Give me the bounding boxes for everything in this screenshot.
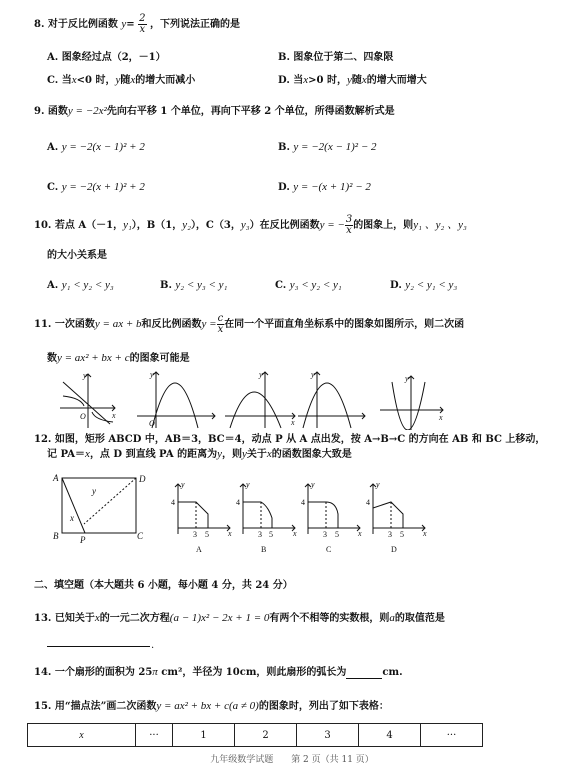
q11-graph-given-axis-y: y bbox=[83, 371, 87, 380]
q11-graph-d-axis-y: y bbox=[405, 374, 409, 383]
q11-graph-c-axis-y: y bbox=[311, 370, 315, 379]
q12-graph-a-axis-x: x bbox=[228, 529, 232, 538]
q12-stem-line2: 记 PA＝x，点 D 到直线 PA 的距离为y，则y关于x的函数图象大致是 bbox=[47, 448, 352, 460]
table-cell: ··· bbox=[421, 724, 483, 747]
q8-option-d: D. 当x>0 时，y随x的增大而增大 bbox=[278, 74, 427, 86]
q11-graph-given-axis-x: x bbox=[112, 411, 116, 420]
q12-graph-c bbox=[305, 484, 360, 534]
q12-label-b: B bbox=[53, 531, 59, 541]
q12-graph-a-label: A bbox=[196, 545, 202, 554]
q11-graph-a-axis-y: y bbox=[150, 370, 154, 379]
q12-graph-b-label: B bbox=[261, 545, 267, 554]
q8-option-c: C. 当x<0 时，y随x的增大而减小 bbox=[47, 74, 196, 86]
q12-label-x: x bbox=[70, 513, 74, 523]
q11-graph-c bbox=[298, 370, 365, 428]
q12-graph-c-label: C bbox=[326, 545, 332, 554]
q8-option-b: B. 图象位于第二、四象限 bbox=[278, 52, 394, 63]
q9-option-a: A. y = −2(x − 1)² + 2 bbox=[47, 141, 145, 153]
q12-graph-b bbox=[240, 484, 295, 534]
q12-graph-d bbox=[370, 484, 425, 534]
q9-stem: 9. 函数y = −2x²先向右平移 1 个单位，再向下平移 2 个单位，所得函数解析式是 bbox=[34, 105, 395, 117]
q12-graph-b-y-tick: 4 bbox=[236, 498, 240, 507]
q12-graph-d-x-tick-3: 3 bbox=[388, 530, 392, 539]
q12-label-d: D bbox=[139, 474, 146, 484]
q12-graph-d-axis-y: y bbox=[376, 480, 380, 489]
q12-graph-a-y-tick: 4 bbox=[171, 498, 175, 507]
q12-graph-b-x-tick-3: 3 bbox=[258, 530, 262, 539]
q11-graphs bbox=[55, 368, 445, 430]
q12-label-p: P bbox=[80, 535, 86, 544]
q14-answer-blank[interactable] bbox=[346, 667, 382, 679]
q12-option-graphs bbox=[168, 478, 428, 556]
q8-stem: 8. 对于反比例函数 y= $\frac{2}{x}$ ，下列说法正确的是 bbox=[34, 13, 241, 35]
q12-graph-b-axis-x: x bbox=[293, 529, 297, 538]
q8-fraction: $\frac{2}{x}$ bbox=[139, 13, 146, 35]
q13-stem: 13. 已知关于x的一元二次方程(a − 1)x² − 2x + 1 = 0有两个不相等的实数根，则a的取值范是 bbox=[34, 612, 445, 624]
q12-graph-c-axis-y: y bbox=[311, 480, 315, 489]
q12-graph-a-axis-y: y bbox=[181, 480, 185, 489]
table-cell: 1 bbox=[173, 724, 235, 747]
q13-blank-dot: . bbox=[151, 640, 155, 651]
q12-graph-c-x-tick-3: 3 bbox=[323, 530, 327, 539]
q11-graph-given-origin: O bbox=[80, 412, 86, 421]
q11-fraction: $\frac{c}{x}$ bbox=[217, 313, 224, 335]
q9-option-c: C. y = −2(x + 1)² + 2 bbox=[47, 181, 145, 193]
q10-fraction: $\frac{3}{x}$ bbox=[345, 214, 353, 236]
q12-graph-c-x-tick-5: 5 bbox=[335, 530, 339, 539]
q12-stem: 12. 如图，矩形 ABCD 中，AB＝3，BC＝4，动点 P 从 A 点出发，按 A→B→C 的方向在 AB 和 BC 上移动， bbox=[34, 434, 546, 445]
q11-graph-d bbox=[380, 374, 443, 430]
q10-option-d: D. y₂ < y₁ < y₃ bbox=[390, 279, 458, 291]
q11-graph-b-axis-y: y bbox=[259, 370, 263, 379]
section-2-title: 二、填空题（本大题共 6 小题，每小题 4 分，共 24 分） bbox=[34, 580, 293, 591]
q11-graph-b-axis-x: x bbox=[291, 418, 295, 427]
q10-option-c: C. y₃ < y₂ < y₁ bbox=[275, 279, 342, 291]
q12-graph-d-x-tick-5: 5 bbox=[400, 530, 404, 539]
q12-label-a: A bbox=[53, 473, 59, 483]
table-cell: 2 bbox=[235, 724, 297, 747]
q12-graph-a-x-tick-5: 5 bbox=[205, 530, 209, 539]
q10-stem: 10. 若点 A（－1，y₁），B（1，y₂），C（3，y₃）在反比例函数y = − $\frac{3}{x}$ 的图象上，则y₁ 、y₂ 、y₃ bbox=[34, 214, 467, 236]
q12-rectangle-figure bbox=[52, 472, 152, 544]
q12-graph-b-x-tick-5: 5 bbox=[269, 530, 273, 539]
q15-stem: 15. 用“描点法”画二次函数y = ax² + bx + c(a ≠ 0)的图象时，列出了如下表格： bbox=[34, 700, 389, 712]
table-cell: 4 bbox=[359, 724, 421, 747]
q11-stem-line2: 数y = ax² + bx + c的图象可能是 bbox=[47, 352, 190, 364]
q9-option-d: D. y = −(x + 1)² − 2 bbox=[278, 181, 371, 193]
q11-graph-given bbox=[60, 371, 116, 428]
q15-value-table bbox=[27, 723, 483, 747]
table-row bbox=[28, 724, 483, 747]
q13-answer-blank[interactable] bbox=[47, 645, 150, 647]
table-cell: ··· bbox=[136, 724, 173, 747]
q12-label-c: C bbox=[137, 531, 144, 541]
q14-stem: 14. 一个扇形的面积为 25π cm²，半径为 10cm，则此扇形的弧长为 cm. bbox=[34, 666, 403, 678]
q12-graph-d-y-tick: 4 bbox=[366, 498, 370, 507]
q12-graph-b-axis-y: y bbox=[246, 480, 250, 489]
q9-option-b: B. y = −2(x − 1)² − 2 bbox=[278, 141, 377, 153]
q10-option-b: B. y₂ < y₃ < y₁ bbox=[160, 279, 228, 291]
page-footer: 九年级数学试题 第 2 页（共 11 页） bbox=[210, 755, 374, 765]
q10-stem-line2: 的大小关系是 bbox=[47, 250, 107, 261]
q12-graph-a bbox=[175, 484, 230, 534]
q11-graph-a bbox=[137, 370, 215, 428]
q12-graph-c-axis-x: x bbox=[358, 529, 362, 538]
q12-label-y: y bbox=[92, 486, 96, 496]
q10-option-a: A. y₁ < y₂ < y₃ bbox=[47, 279, 114, 291]
q11-graph-d-axis-x: x bbox=[439, 413, 443, 422]
q12-graph-a-x-tick-3: 3 bbox=[193, 530, 197, 539]
q8-option-a: A. 图象经过点（2，－1） bbox=[47, 52, 166, 63]
q12-graph-c-y-tick: 4 bbox=[301, 498, 305, 507]
q11-stem: 11. 一次函数y = ax + b和反比例函数y = $\frac{c}{x}$ 在同一个平面直角坐标系中的图象如图所示，则二次函 bbox=[34, 313, 465, 335]
q11-graph-a-origin: O bbox=[149, 419, 155, 428]
q12-graph-d-label: D bbox=[391, 545, 397, 554]
q12-graph-d-axis-x: x bbox=[423, 529, 427, 538]
table-cell: 3 bbox=[297, 724, 359, 747]
q11-graph-b bbox=[225, 370, 295, 428]
table-cell: x bbox=[28, 724, 136, 747]
